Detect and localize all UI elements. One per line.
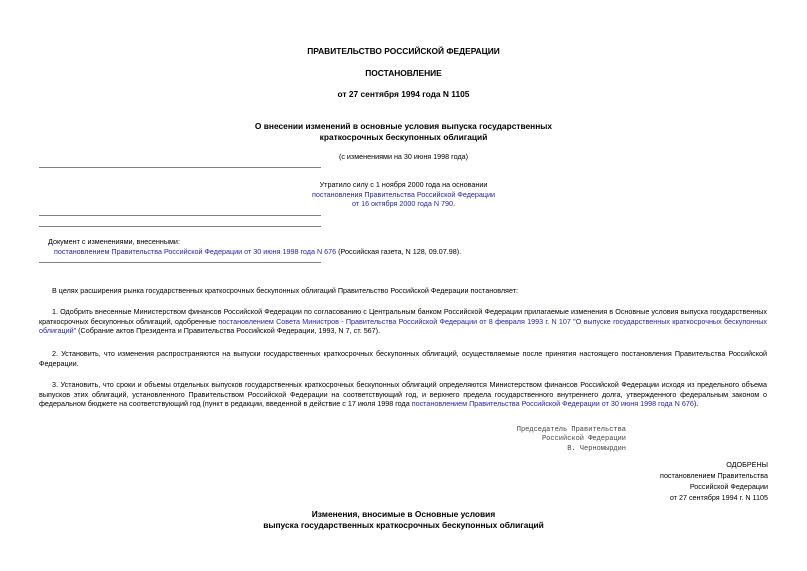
repeal-link-line-2[interactable]: от 16 октября 2000 года N 790 bbox=[351, 199, 454, 209]
divider-4 bbox=[39, 262, 321, 263]
paragraph-3-link[interactable]: постановлением Правительства Российской Федерации от 30 июня 1998 года N 676 bbox=[411, 399, 694, 409]
approved-line-1: ОДОБРЕНЫ bbox=[726, 460, 768, 469]
signature-block bbox=[380, 426, 626, 454]
paragraph-3-end: ). bbox=[693, 399, 699, 409]
signature-line-2: Российской Федерации bbox=[541, 435, 626, 444]
paragraph-1-link[interactable]: постановлением Совета Министров - Правительства Российской Федерации от 8 февраля 1993 г. N 107 "О выпуске государственных краткосрочных бескупонных облигаций" bbox=[39, 316, 767, 336]
paragraph-1-end: (Собрание актов Президента и Правительства Российской Федерации, 1993, N 7, ст. 567). bbox=[76, 326, 381, 336]
paragraph-1-start: 1. Одобрить внесенные Министерством финансов Российской Федерации по согласованию с Центральным банком Российской Федерации прилагаемые изменения в Основные условия выпуска государственных краткосрочных бескупонных облигаций, одобренные bbox=[39, 307, 767, 326]
intro-paragraph: В целях расширения рынка государственных краткосрочных бескупонных облигаций Правительство Российской Федерации постановляет: bbox=[52, 286, 518, 295]
annex-title-line-2: выпуска государственных краткосрочных бескупонных облигаций bbox=[263, 519, 544, 530]
annex-title-line-1: Изменения, вносимые в Основные условия bbox=[311, 509, 496, 519]
title-line-1: О внесении изменений в основные условия выпуска государственных bbox=[254, 121, 553, 131]
divider-2 bbox=[39, 215, 321, 216]
approved-line-3: Российской Федерации bbox=[689, 482, 768, 492]
repeal-line: Утратило силу с 1 ноября 2000 года на основании bbox=[319, 180, 488, 189]
document-title bbox=[0, 121, 807, 142]
paragraph-1 bbox=[39, 307, 767, 336]
paragraph-2: 2. Установить, что изменения распространяются на выпуски государственных краткосрочных бескупонных облигаций, осуществляемые после принятия настоящего постановления Правительства Российской Федерации. bbox=[39, 349, 767, 368]
amendments-entry bbox=[54, 247, 461, 257]
amendments-label: Документ с изменениями, внесенными: bbox=[48, 237, 180, 246]
document-date-number: от 27 сентября 1994 года N 1105 bbox=[337, 89, 470, 99]
repeal-period: . bbox=[453, 199, 456, 209]
amendments-source: (Российская газета, N 128, 09.07.98). bbox=[336, 247, 462, 256]
repeal-notice bbox=[0, 180, 807, 209]
government-heading: ПРАВИТЕЛЬСТВО РОССИЙСКОЙ ФЕДЕРАЦИИ bbox=[307, 46, 500, 56]
amended-note: (с изменениями на 30 июня 1998 года) bbox=[338, 152, 469, 161]
repeal-link-line-1[interactable]: постановления Правительства Российской Федерации bbox=[311, 189, 496, 199]
divider-3 bbox=[39, 226, 321, 227]
signature-line-1: Председатель Правительства bbox=[516, 426, 626, 434]
paragraph-3-start: 3. Установить, что сроки и объемы отдельных выпусков государственных краткосрочных бескупонных облигаций определяются Министерством финансов Российской Федерации исходя из предельного объема выпусков этих облигаций, установленного Правительством Российской Федерации на соответствующий год, и верхнего предела государственного внутреннего долга, утвержденного федеральным законом о федеральном бюджете на соответствующий год (пункт в редакции, введенной в действие с 17 июля 1998 года bbox=[39, 380, 767, 409]
title-line-2: краткосрочных бескупонных облигаций bbox=[319, 131, 488, 142]
signature-line-3: В. Черномырдин bbox=[567, 444, 626, 453]
divider-1 bbox=[39, 167, 321, 168]
amendments-link[interactable]: постановлением Правительства Российской Федерации от 30 июня 1998 года N 676 bbox=[54, 247, 337, 256]
paragraph-3 bbox=[39, 380, 767, 409]
document-type: ПОСТАНОВЛЕНИЕ bbox=[365, 68, 442, 78]
approved-block bbox=[560, 459, 768, 504]
approved-line-4: от 27 сентября 1994 г. N 1105 bbox=[669, 493, 768, 503]
repeal-link-line-2-wrap bbox=[0, 199, 807, 209]
approved-line-2: постановлением Правительства bbox=[660, 471, 768, 481]
annex-title bbox=[0, 509, 807, 531]
